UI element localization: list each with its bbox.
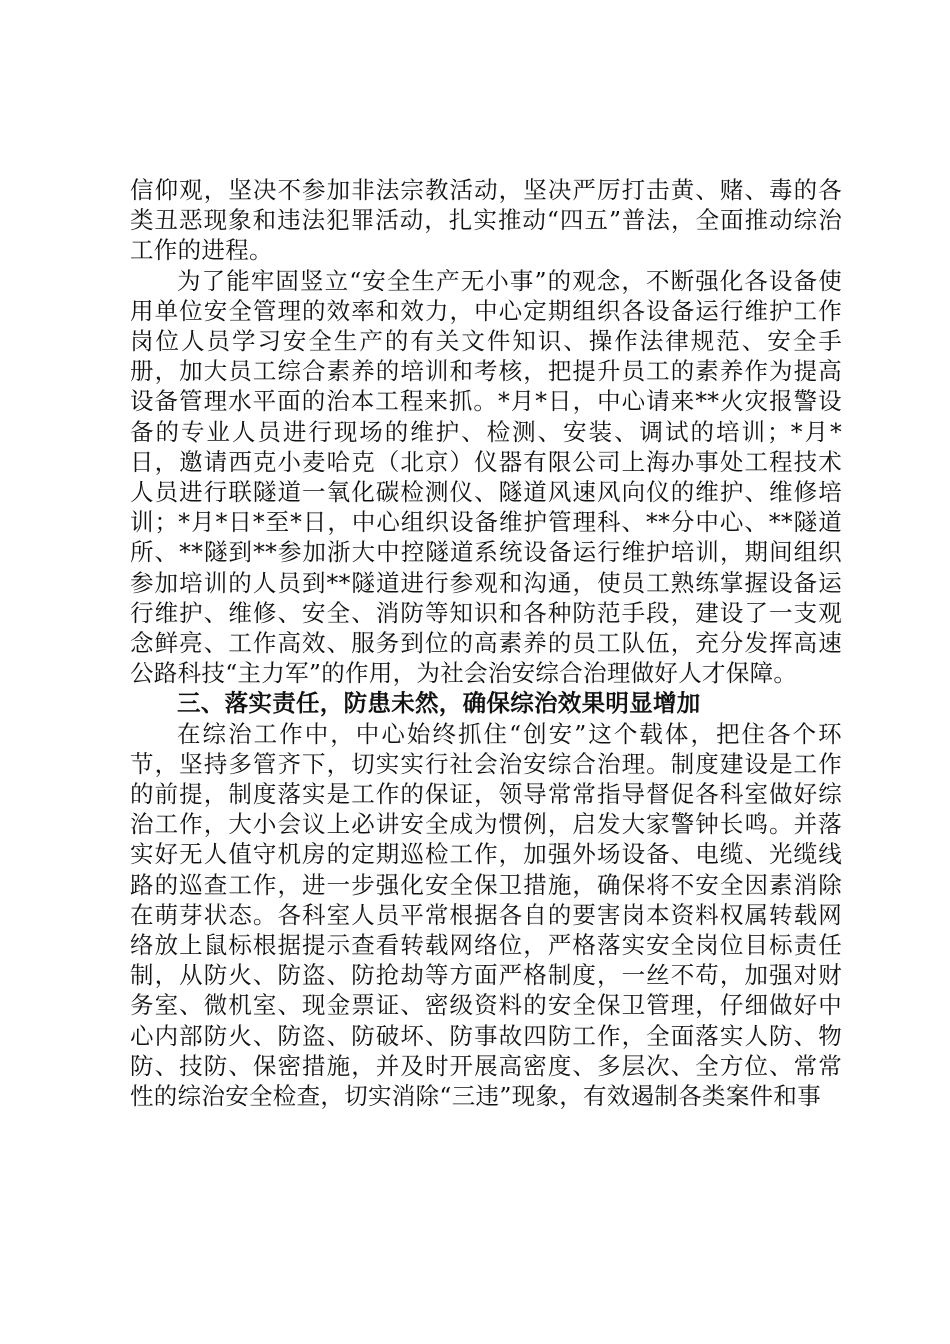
paragraph-safety-training: 为了能牢固竖立“安全生产无小事”的观念，不断强化各设备使用单位安全管理的效率和效力，中心定期组织各设备运行维护工作岗位人员学习安全生产的有关文件知识、操作法律规范、安全手册，加大员工综合素养的培训和考核，把提升员工的素养作为提高设备管理水平面的治本工程来抓。*月*日，中心请来**火灾报警设备的专业人员进行现场的维护、检测、安装、调试的培训；*月*日，邀请西克小麦哈克（北京）仪器有限公司上海办事处工程技术人员进行联隧道一氧化碳检测仪、隧道风速风向仪的维护、维修培训；*月*日*至*日，中心组织设备维护管理科、**分中心、**隧道所、**隧到**参加浙大中控隧道系统设备运行维护培训，期间组织参加培训的人员到**隧道进行参观和沟通，使员工熟练掌握设备运行维护、维修、安全、消防等知识和各种防范手段，建设了一支观念鲜亮、工作高效、服务到位的高素养的员工队伍，充分发挥高速公路科技“主力军”的作用，为社会治安综合治理做好人才保障。 <box>130 266 842 688</box>
section-heading: 三、落实责任，防患未然，确保综治效果明显增加 <box>177 689 701 718</box>
document-page <box>130 175 842 1111</box>
paragraph-comprehensive-governance: 在综治工作中，中心始终抓住“创安”这个载体，把住各个环节，坚持多管齐下，切实实行社会治安综合治理。制度建设是工作的前提，制度落实是工作的保证，领导常常指导督促各科室做好综治工作，大小会议上必讲安全成为惯例，启发大家警钟长鸣。并落实好无人值守机房的定期巡检工作，加强外场设备、电缆、光缆线路的巡查工作，进一步强化安全保卫措施，确保将不安全因素消除在萌芽状态。各科室人员平常根据各自的要害岗本资料权属转载网络放上鼠标根据提示查看转载网络位，严格落实安全岗位目标责任制，从防火、防盗、防抢劫等方面严格制度，一丝不苟，加强对财务室、微机室、现金票证、密级资料的安全保卫管理，仔细做好中心内部防火、防盗、防破坏、防事故四防工作，全面落实人防、物防、技防、保密措施，并及时开展高密度、多层次、全方位、常常性的综治安全检查，切实消除“三违”现象，有效遏制各类案件和事 <box>130 719 842 1111</box>
paragraph-continuation: 信仰观，坚决不参加非法宗教活动，坚决严厉打击黄、赌、毒的各类丑恶现象和违法犯罪活动，扎实推动“四五”普法，全面推动综治工作的进程。 <box>130 176 842 265</box>
